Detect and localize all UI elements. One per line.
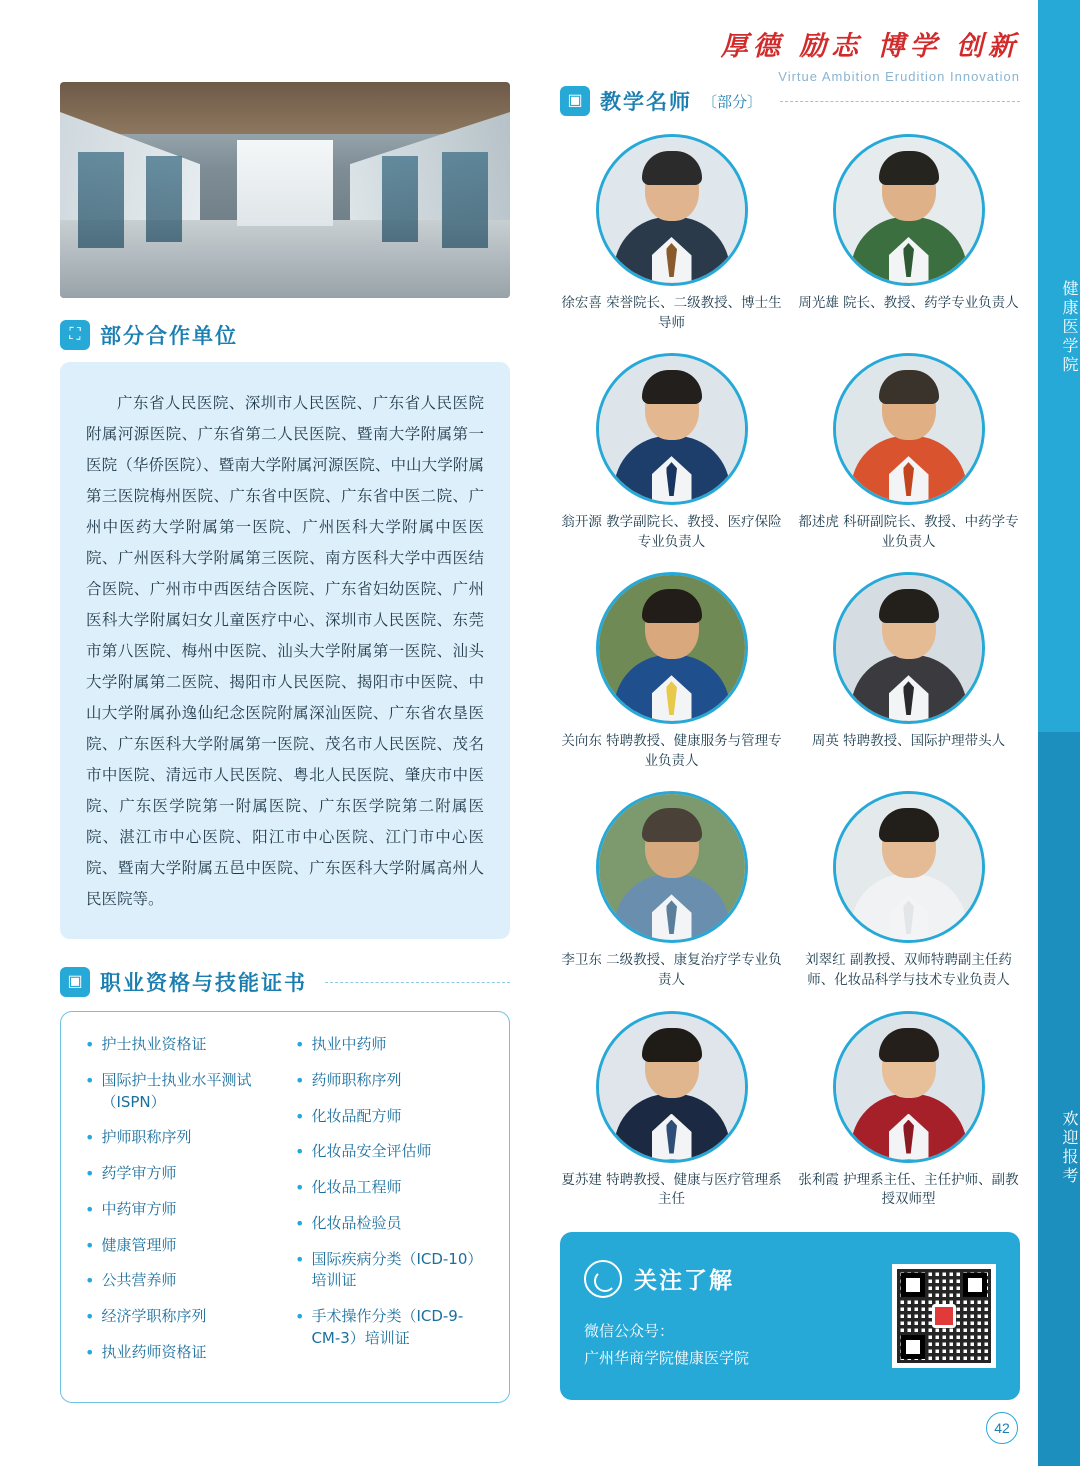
- teacher-name-title: 李卫东 二级教授、康复治疗学专业负责人: [561, 952, 782, 988]
- teacher-card: [797, 353, 1020, 552]
- follow-header: [584, 1260, 749, 1298]
- teacher-name-title: 张利霞 护理系主任、主任护师、副教授双师型: [798, 1171, 1019, 1208]
- list-item: • 中药审方师: [85, 1199, 177, 1219]
- certificates-box: [60, 1011, 510, 1403]
- page-number: 42: [986, 1412, 1018, 1444]
- title-divider: [325, 982, 510, 983]
- follow-title: 关注了解: [634, 1267, 734, 1294]
- teacher-card: [797, 572, 1020, 771]
- certificates-column-1: [85, 1034, 279, 1378]
- certificates-section-title: [60, 967, 510, 997]
- teacher-icon: ▣: [560, 86, 590, 116]
- certificate-label: 公共营养师: [101, 1271, 177, 1290]
- list-item: • 化妆品检验员: [295, 1213, 402, 1233]
- teacher-card: [560, 353, 783, 552]
- list-item: • 国际疾病分类（ICD-10）培训证: [295, 1249, 489, 1293]
- certificate-label: 护师职称序列: [101, 1128, 192, 1147]
- wechat-circle-logo-icon: [584, 1260, 622, 1298]
- teacher-portrait: [833, 1011, 985, 1163]
- list-item: • 化妆品配方师: [295, 1106, 402, 1126]
- list-item: • 手术操作分类（ICD-9-CM-3）培训证: [295, 1306, 489, 1350]
- teacher-portrait: [596, 353, 748, 505]
- teacher-portrait: [596, 572, 748, 724]
- teacher-portrait: [833, 791, 985, 943]
- edge-label-college: 健康医学院: [1060, 280, 1077, 375]
- teacher-portrait: [596, 134, 748, 286]
- certificate-label: 国际护士执业水平测试（ISPN）: [101, 1070, 252, 1111]
- teachers-subtitle: 〔部分〕: [702, 93, 763, 111]
- hospital-icon: ⛶: [60, 320, 90, 350]
- teacher-name-title: 周光雄 院长、教授、药学专业负责人: [798, 295, 1019, 311]
- left-column: [60, 82, 510, 1403]
- header-slogan: [721, 24, 1020, 84]
- teacher-portrait: [833, 572, 985, 724]
- certificate-label: 化妆品工程师: [311, 1178, 402, 1196]
- teachers-title-label: 教学名师: [600, 91, 692, 114]
- follow-line-2: 广州华商学院健康医学院: [584, 1349, 750, 1367]
- teacher-card: [797, 134, 1020, 333]
- list-item: • 执业药师资格证: [85, 1342, 207, 1362]
- certificate-label: 化妆品检验员: [311, 1213, 402, 1232]
- teacher-name-title: 刘翠红 副教授、双师特聘副主任药师、化妆品科学与技术专业负责人: [805, 952, 1012, 988]
- partners-section-title: [60, 320, 510, 350]
- edge-bar-lower-segment: [1038, 732, 1080, 1466]
- list-item: • 健康管理师: [85, 1235, 177, 1255]
- slogan-english: Virtue Ambition Erudition Innovation: [778, 69, 1020, 84]
- certificate-label: 执业中药师: [311, 1035, 387, 1053]
- certificate-label: 健康管理师: [101, 1235, 177, 1254]
- teacher-portrait: [596, 1011, 748, 1163]
- list-item: • 药学审方师: [85, 1164, 177, 1183]
- teacher-name-title: 都述虎 科研副院长、教授、中药学专业负责人: [798, 514, 1019, 550]
- list-item: • 化妆品安全评估师: [295, 1142, 432, 1162]
- teacher-card: [797, 1011, 1020, 1210]
- teacher-portrait: [833, 134, 985, 286]
- partners-title-label: 部分合作单位: [100, 325, 238, 348]
- follow-line-1: 微信公众号：: [584, 1322, 675, 1340]
- teachers-section-title: [560, 86, 1020, 116]
- list-item: • 护士执业资格证: [85, 1035, 207, 1054]
- certificate-label: 手术操作分类（ICD-9-CM-3）培训证: [311, 1307, 464, 1347]
- corridor-photo: [60, 82, 510, 298]
- list-item: • 护师职称序列: [85, 1128, 192, 1148]
- teacher-card: [560, 1011, 783, 1210]
- teacher-name-title: 周英 特聘教授、国际护理带头人: [811, 733, 1006, 750]
- certificate-icon: ▣: [60, 967, 90, 997]
- certificate-label: 药学审方师: [101, 1164, 177, 1182]
- teacher-name-title: 徐宏喜 荣誉院长、二级教授、博士生导师: [561, 295, 782, 331]
- list-item: • 药师职称序列: [295, 1070, 402, 1090]
- teacher-card: [560, 791, 783, 990]
- teacher-card: [797, 791, 1020, 990]
- partners-card: [60, 362, 510, 939]
- certificates-column-2: [295, 1034, 489, 1378]
- title-divider: [780, 101, 1020, 102]
- slogan-chinese: 厚德 励志 博学 创新: [720, 31, 1020, 62]
- certificate-label: 中药审方师: [101, 1199, 177, 1218]
- teacher-card: [560, 134, 783, 333]
- teacher-name-title: 翁开源 教学副院长、教授、医疗保险专业负责人: [561, 514, 782, 550]
- certificate-label: 执业药师资格证: [101, 1342, 207, 1361]
- qr-code-image: [892, 1264, 996, 1368]
- certificate-label: 化妆品配方师: [311, 1106, 402, 1125]
- list-item: • 执业中药师: [295, 1035, 387, 1054]
- list-item: • 公共营养师: [85, 1271, 177, 1291]
- right-edge-bar: [1038, 0, 1080, 1466]
- list-item: • 国际护士执业水平测试（ISPN）: [85, 1070, 279, 1114]
- list-item: • 经济学职称序列: [85, 1307, 207, 1326]
- teacher-portrait: [833, 353, 985, 505]
- edge-label-apply: 欢迎报考: [1060, 1110, 1077, 1186]
- follow-text-block: [584, 1260, 749, 1372]
- certificate-label: 经济学职称序列: [101, 1307, 207, 1325]
- teacher-name-title: 夏苏建 特聘教授、健康与医疗管理系主任: [561, 1171, 782, 1208]
- certificate-label: 化妆品安全评估师: [311, 1142, 432, 1161]
- teacher-grid: [560, 134, 1020, 1210]
- list-item: • 化妆品工程师: [295, 1178, 402, 1197]
- follow-card: [560, 1232, 1020, 1400]
- certificate-label: 药师职称序列: [311, 1070, 402, 1089]
- partners-body-text: 广东省人民医院、深圳市人民医院、广东省人民医院附属河源医院、广东省第二人民医院、暨南大学附属第一医院（华侨医院）、暨南大学附属河源医院、中山大学附属第三医院梅州医院、广东省中医院、广东省中医二院、广州中医药大学附属第一医院、广州医科大学附属中医医院、广州医科大学附属第三医院、南方医科大学中西医结合医院、广州市中西医结合医院、广东省妇幼医院、广州医科大学附属妇女儿童医疗中心、深圳市人民医院、东莞市第八医院、梅州中医院、汕头大学附属第一医院、汕头大学附属第二医院、揭阳市人民医院、揭阳市中医院、中山大学附属孙逸仙纪念医院附属深汕医院、广东省农垦医院、广东医科大学附属第一医院、茂名市人民医院、茂名市中医院、清远市人民医院、粤北人民医院、肇庆市中医院、广东医学院第一附属医院、广东医学院第二附属医院、湛江市中心医院、阳江市中心医院、江门市中心医院、暨南大学附属五邑中医院、广东医科大学附属高州人民医院等。: [86, 394, 484, 908]
- teacher-portrait: [596, 791, 748, 943]
- certificate-label: 护士执业资格证: [101, 1035, 207, 1053]
- teacher-name-title: 关向东 特聘教授、健康服务与管理专业负责人: [561, 733, 782, 769]
- teacher-card: [560, 572, 783, 771]
- certificates-title-label: 职业资格与技能证书: [100, 972, 307, 995]
- certificate-label: 国际疾病分类（ICD-10）培训证: [311, 1249, 483, 1290]
- right-column: [560, 86, 1020, 1400]
